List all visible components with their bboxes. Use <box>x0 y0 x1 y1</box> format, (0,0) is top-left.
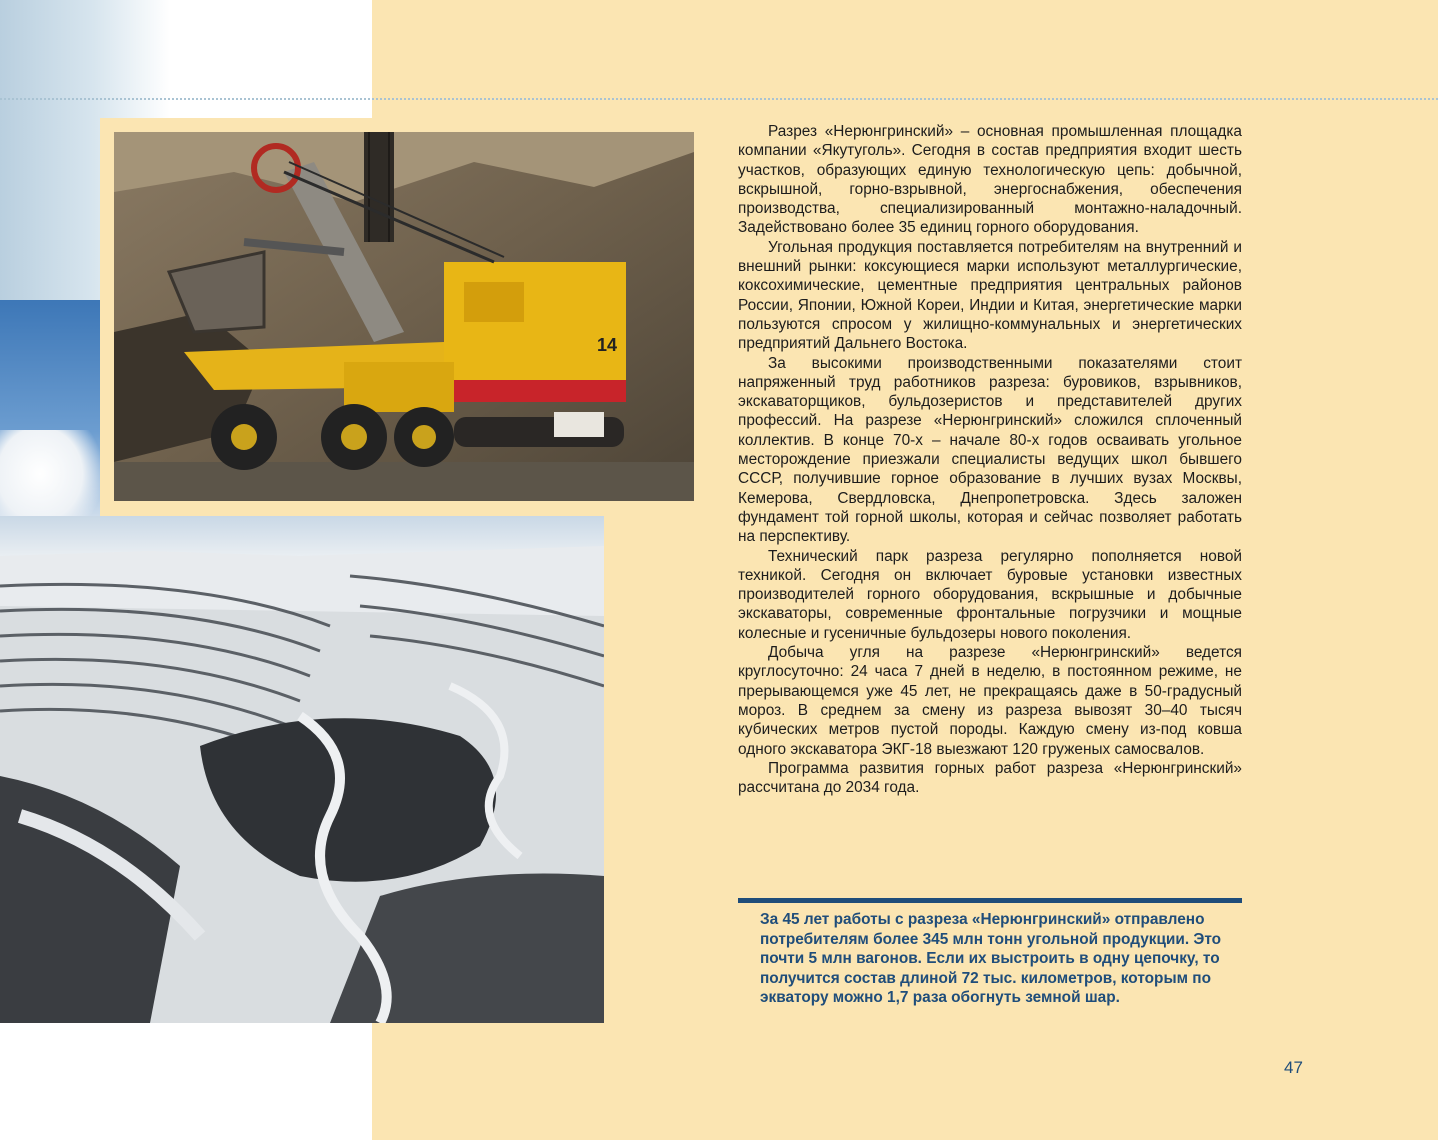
article-paragraph: За высокими производственными показателями стоит напряженный труд работников разреза: буровиков, взрывников, экскаваторщиков, бульдозеристов и представителей других профессий. На разрезе «Нерюнгринский» сложился сплоченный коллектив. В конце 70-х – начале 80-х годов осваивать угольное месторождение приезжали специалисты ведущих школ бывшего СССР, получившие горное образование в лучших вузах Москвы, Кемерова, Свердловска, Днепропетровска. Здесь заложен фундамент той горной школы, которая и сейчас позволяет работать на перспективу. <box>738 354 1242 546</box>
page-number: 47 <box>1284 1058 1303 1077</box>
callout-divider <box>738 898 1242 903</box>
dotted-divider <box>0 98 1438 100</box>
open-pit-mine-illustration <box>0 516 604 1023</box>
article-text <box>738 122 1242 797</box>
article-paragraph: Добыча угля на разрезе «Нерюнгринский» ведется круглосуточно: 24 часа 7 дней в неделю, в постоянном режиме, не прерывающемся уже 45 лет, не прекращаясь даже в 50-градусный мороз. В среднем за смену из разреза вывозят 30–40 тысяч кубических метров пустой породы. Каждую смену из-под ковша одного экскаватора ЭКГ-18 выезжают 120 груженых самосвалов. <box>738 644 1242 758</box>
open-pit-mine-photo <box>0 516 604 1023</box>
excavator-truck-photo <box>114 132 694 501</box>
article-paragraph: Программа развития горных работ разреза «Нерюнгринский» рассчитана до 2034 года. <box>738 759 1242 797</box>
article-paragraph: Угольная продукция поставляется потребителям на внутренний и внешний рынки: коксующиеся марки используют металлургические, коксохимические, цементные предприятия центральных районов России, Японии, Южной Кореи, Индии и Китая, энергетические марки пользуются спросом у жилищно-коммунальных и энергетических предприятий Дальнего Востока. <box>738 238 1242 353</box>
callout-text: За 45 лет работы с разреза «Нерюнгринский» отправлено потребителям более 345 млн тонн угольной продукции. Это почти 5 млн вагонов. Если их выстроить в одну цепочку, то получится состав длиной 72 тыс. километров, которым по экватору можно 1,7 раза обогнуть земной шар. <box>760 911 1222 1006</box>
article-paragraph: Разрез «Нерюнгринский» – основная промышленная площадка компании «Якутуголь». Сегодня в состав предприятия входит шесть участков, образующих единую технологическую цепь: добычной, вскрышной, горно-взрывной, энергоснабжения, обеспечения производства, специализированный монтажно-наладочный. Задействовано более 35 единиц горного оборудования. <box>738 123 1242 237</box>
article-paragraph: Технический парк разреза регулярно пополняется новой техникой. Сегодня он включает буровые установки известных производителей горного оборудования, вскрышные и добычные экскаваторы, современные фронтальные погрузчики и мощные колесные и гусеничные бульдозеры нового поколения. <box>738 547 1242 642</box>
excavator-truck-illustration <box>114 132 694 501</box>
machine-number: 14 <box>597 335 618 355</box>
